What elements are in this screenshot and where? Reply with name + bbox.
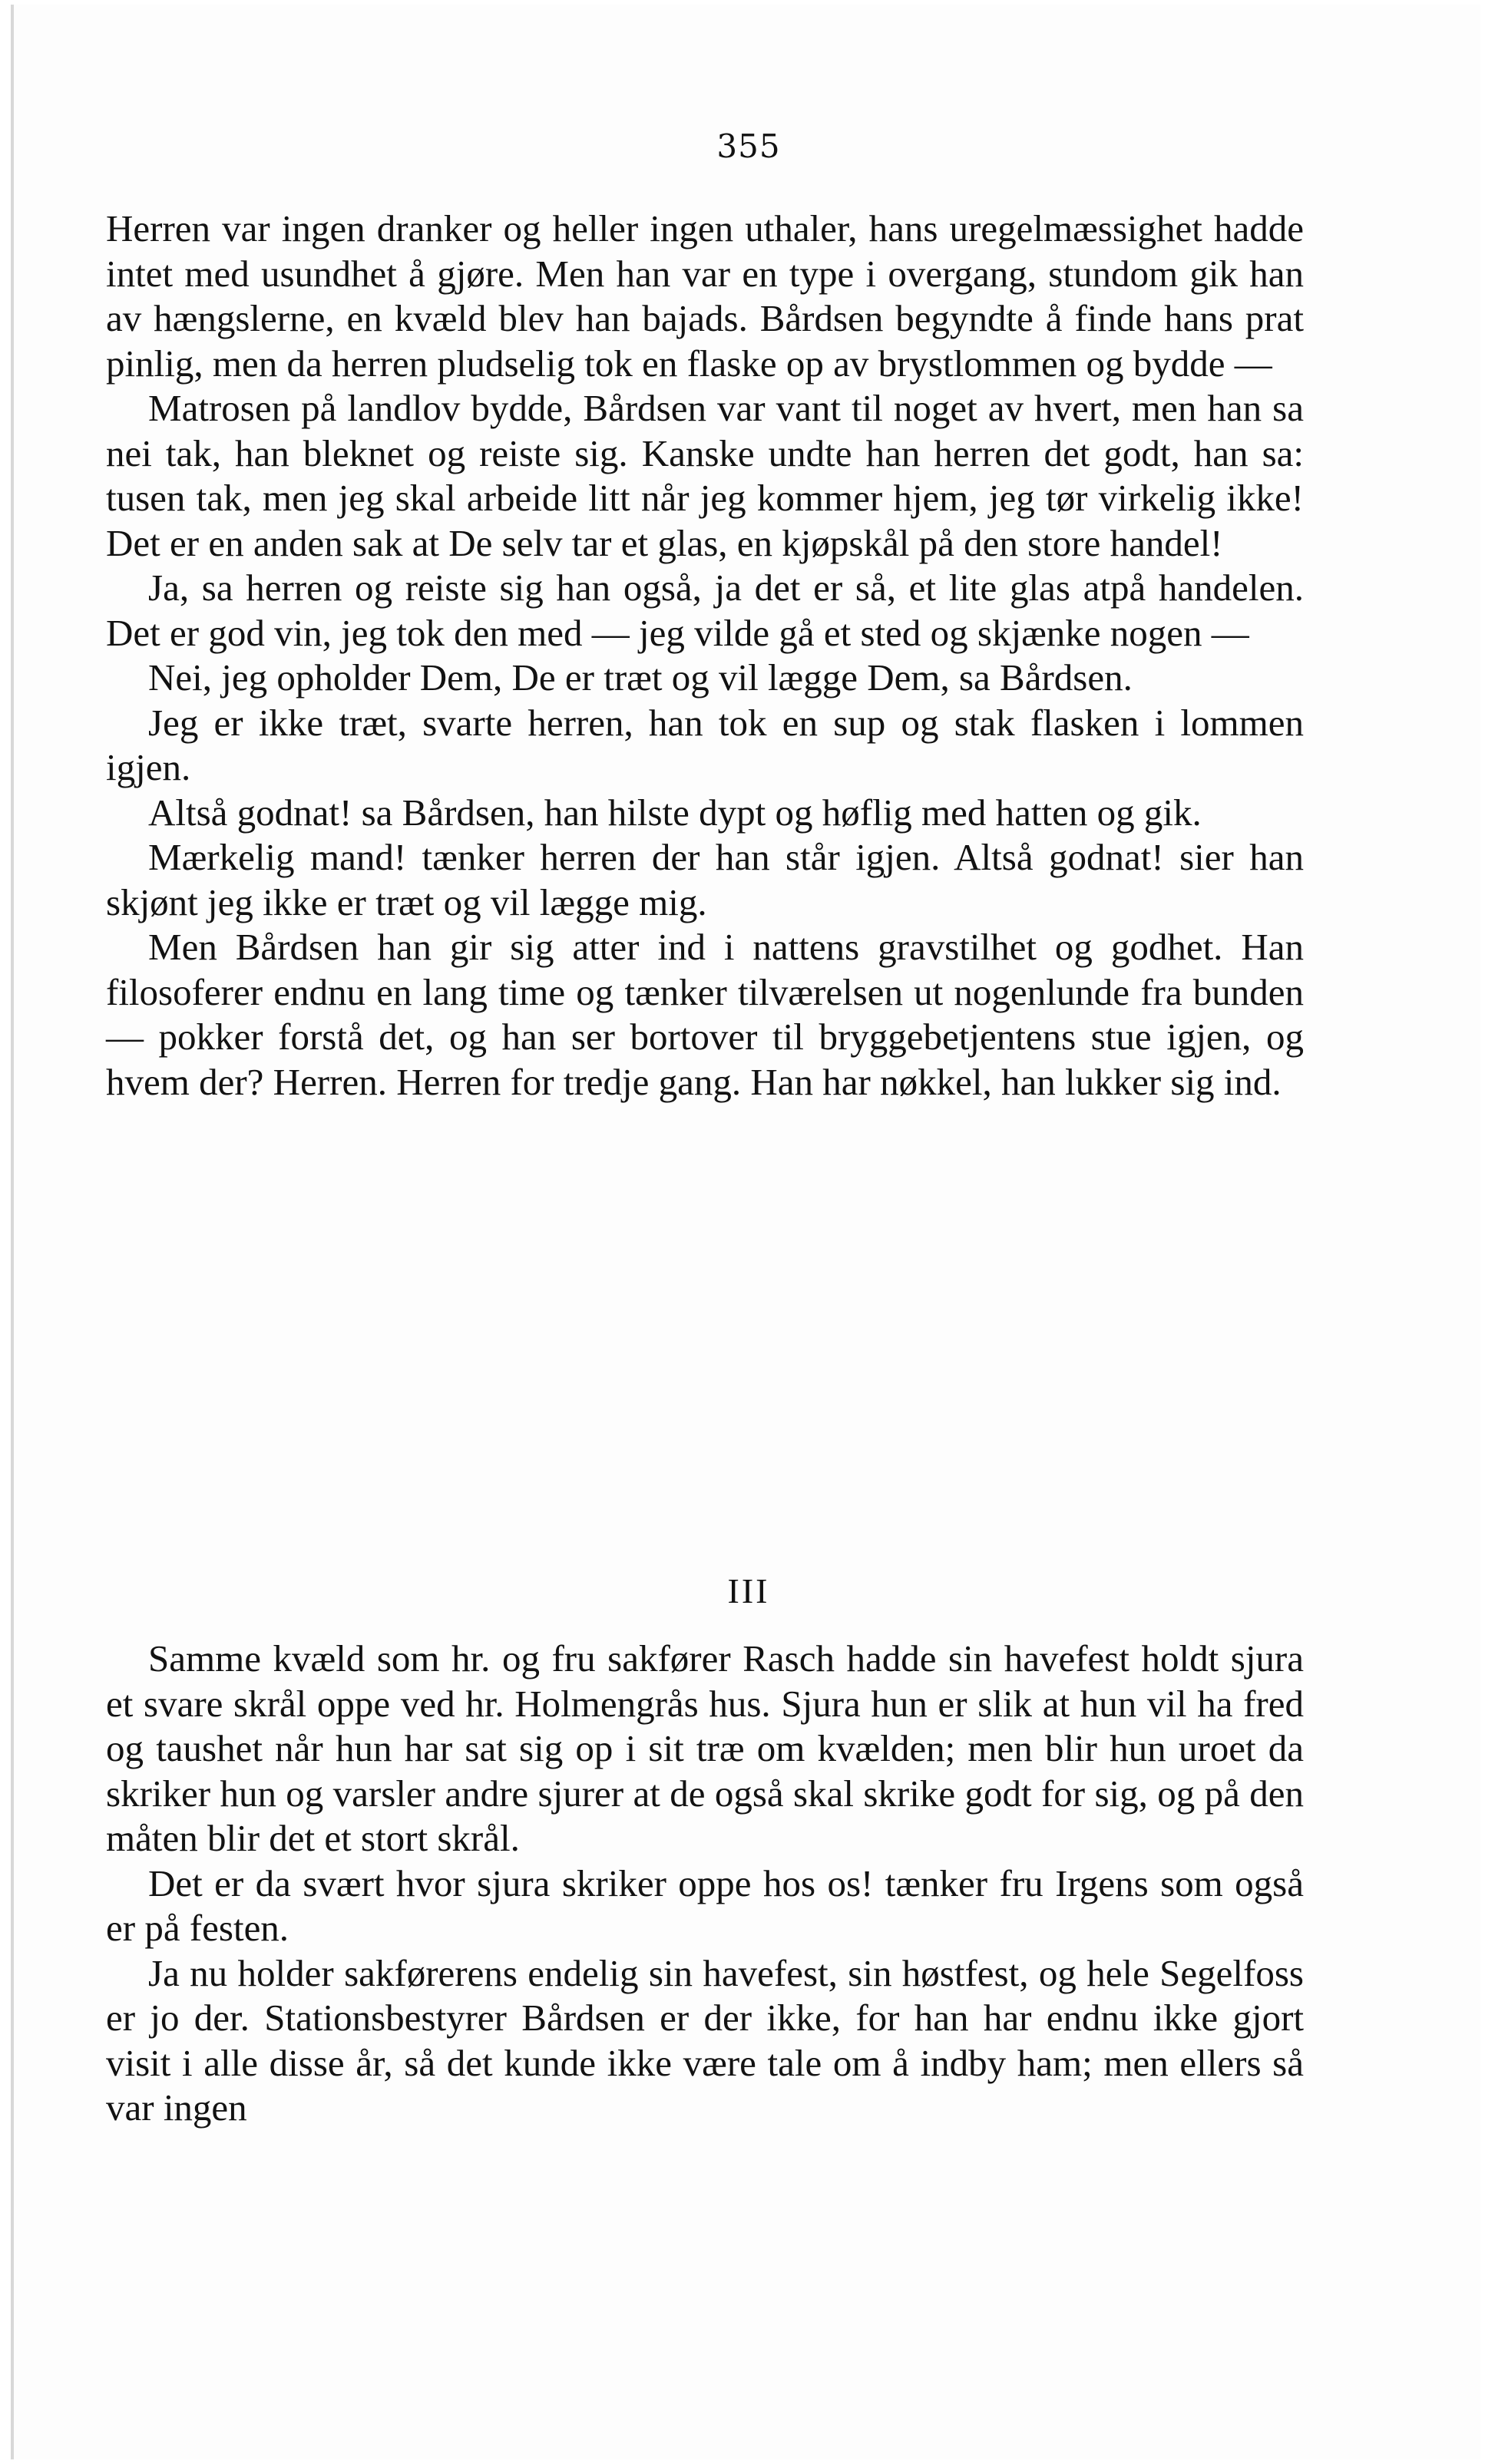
paragraph: Jeg er ikke træt, svarte herren, han tok en sup og stak flasken i lommen igjen. xyxy=(106,701,1304,788)
first-section-text xyxy=(106,206,1304,1105)
section-heading: III xyxy=(727,1571,770,1610)
paragraph: Herren var ingen dranker og heller ingen uthaler, hans uregelmæssighet hadde intet med usundhet å gjøre. Men han var en type i overgang, stundom gik han av hængslerne, en kvæld blev han bajads. Bårdsen begyndte å finde hans prat pinlig, men da herren pludselig tok en flaske op av brystlommen og bydde — xyxy=(106,207,1304,385)
paragraph: Matrosen på landlov bydde, Bårdsen var vant til noget av hvert, men han sa nei tak, han bleknet og reiste sig. Kanske undte han herren det godt, han sa: tusen tak, men jeg skal arbeide litt når jeg kommer hjem, jeg tør virkelig ikke! Det er en anden sak at De selv tar et glas, en kjøpskål på den store handel! xyxy=(106,387,1304,564)
paragraph: Nei, jeg opholder Dem, De er træt og vil lægge Dem, sa Bårdsen. xyxy=(148,656,1133,699)
paragraph: Altså godnat! sa Bårdsen, han hilste dypt og høflig med hatten og gik. xyxy=(148,791,1202,834)
paragraph: Ja nu holder sakførerens endelig sin havefest, sin høstfest, og hele Segelfoss er jo der. Stationsbestyrer Bårdsen er der ikke, for han har endnu ikke gjort visit i alle disse år, så det kunde ikke være tale om å indby ham; men ellers så var ingen xyxy=(106,1951,1304,2129)
paragraph: Det er da svært hvor sjura skriker oppe hos os! tænker fru Irgens som også er på festen. xyxy=(106,1861,1304,1949)
book-page xyxy=(11,5,1480,2459)
paragraph: Samme kvæld som hr. og fru sakfører Rasch hadde sin havefest holdt sjura et svare skrål oppe ved hr. Holmengrås hus. Sjura hun er slik at hun vil ha fred og taushet når hun har sat sig op i sit træ om kvælden; men blir hun uroet da skriker hun og varsler andre sjurer at de også skal skrike godt for sig, og på den måten blir det et stort skrål. xyxy=(106,1637,1304,1859)
paragraph: Men Bårdsen han gir sig atter ind i nattens gravstilhet og godhet. Han filosoferer endnu en lang time og tænker tilværelsen ut nogenlunde fra bunden — pokker forstå det, og han ser bortover til bryggebetjentens stue igjen, og hvem der? Herren. Herren for tredje gang. Han har nøkkel, han lukker sig ind. xyxy=(106,926,1304,1103)
second-section-text xyxy=(106,1637,1304,2131)
page-number: 355 xyxy=(716,127,781,165)
paragraph: Mærkelig mand! tænker herren der han står igjen. Altså godnat! sier han skjønt jeg ikke er træt og vil lægge mig. xyxy=(106,836,1304,923)
paragraph: Ja, sa herren og reiste sig han også, ja det er så, et lite glas atpå handelen. Det er god vin, jeg tok den med — jeg vilde gå et sted og skjænke nogen — xyxy=(106,566,1304,654)
